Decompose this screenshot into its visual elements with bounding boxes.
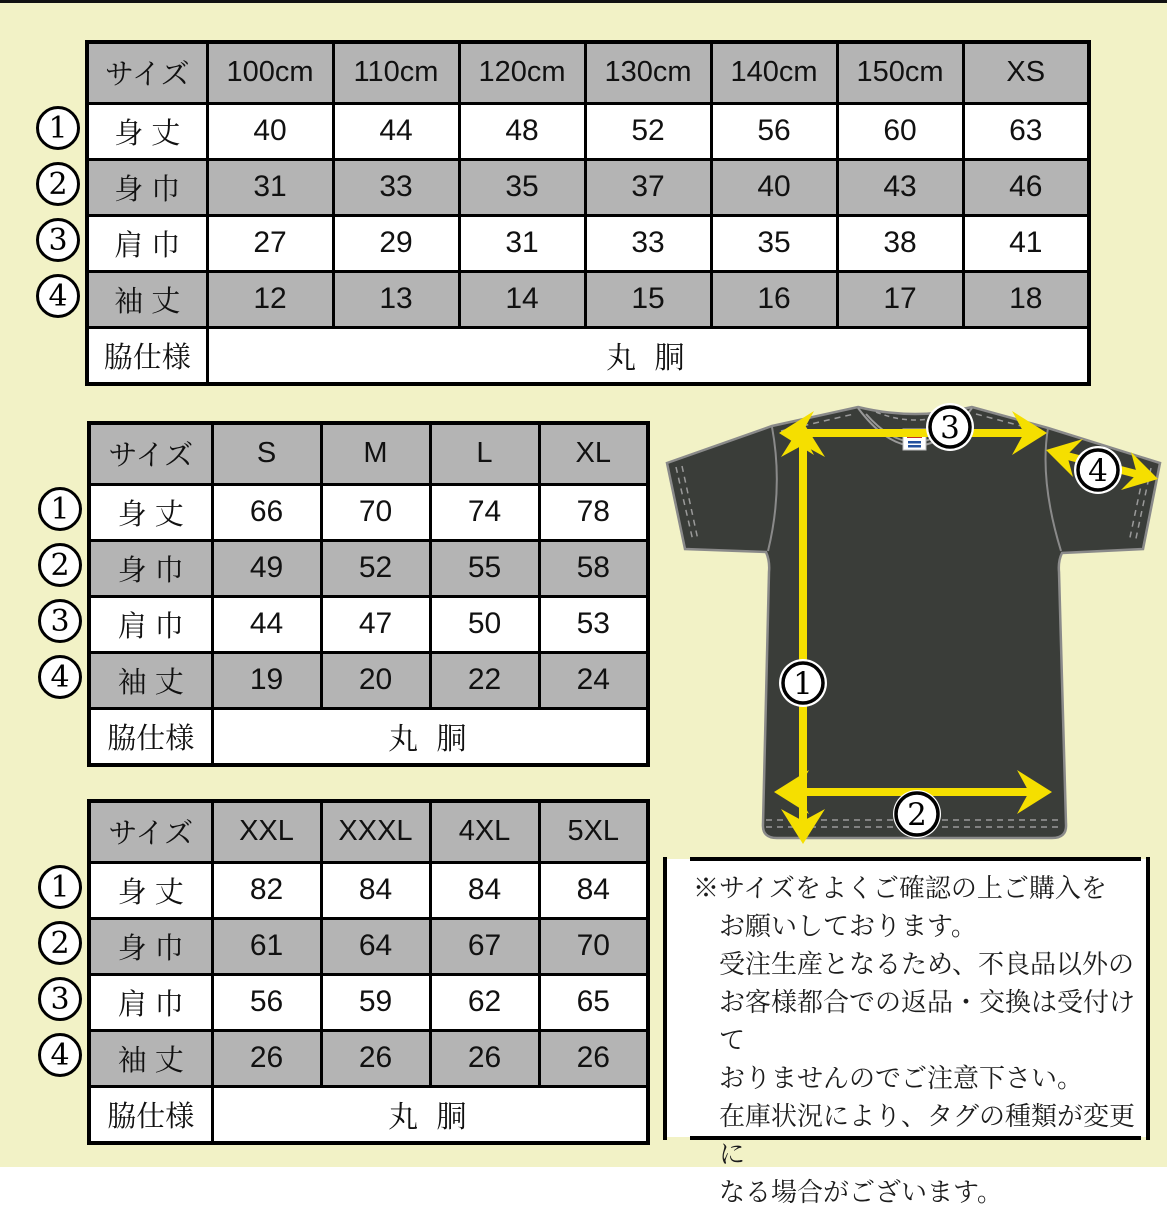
value-cell: 35 [459,159,585,215]
header-cell: 5XL [539,801,648,862]
value-cell: 64 [321,918,430,974]
measure-2-digit: 2 [50,547,70,583]
footer-row [89,708,648,765]
value-cell: 50 [430,596,539,652]
footer-value: 丸 胴 [212,1086,648,1143]
row-label: 身 丈 [89,484,212,540]
footer-row [89,1086,648,1143]
measure-3-badge [38,599,82,643]
value-cell: 33 [585,215,711,271]
measure-3-digit: 3 [50,981,70,1017]
value-cell: 33 [333,159,459,215]
value-cell: 84 [539,862,648,918]
value-cell: 53 [539,596,648,652]
value-cell: 61 [212,918,321,974]
value-cell: 52 [585,103,711,159]
header-cell: サイズ [87,42,207,103]
value-cell: 41 [963,215,1089,271]
value-cell: 84 [430,862,539,918]
measure-1-digit: 1 [50,869,70,905]
value-cell: 56 [212,974,321,1030]
footer-value: 丸 胴 [212,708,648,765]
value-cell: 66 [212,484,321,540]
value-cell: 48 [459,103,585,159]
kids-size-table [85,40,1090,383]
value-cell: 16 [711,271,837,327]
value-cell: 31 [207,159,333,215]
value-cell: 49 [212,540,321,596]
table-row [89,862,648,918]
measure-4-badge [36,274,80,318]
header-cell: XXXL [321,801,430,862]
header-cell: M [321,423,430,484]
notice-line: おりませんのでご注意下さい。 [719,1063,1084,1093]
value-cell: 58 [539,540,648,596]
header-cell: L [430,423,539,484]
value-cell: 35 [711,215,837,271]
measure-4-digit: 4 [50,1037,70,1073]
table-row [87,103,1089,159]
svg-text:1: 1 [793,666,813,702]
row-label: 脇仕様 [87,327,207,384]
table-row [89,596,648,652]
header-cell: 150cm [837,42,963,103]
value-cell: 19 [212,652,321,708]
measure-3-badge [38,977,82,1021]
header-cell: 130cm [585,42,711,103]
value-cell: 27 [207,215,333,271]
value-cell: 65 [539,974,648,1030]
header-cell: サイズ [89,801,212,862]
table-row [89,918,648,974]
row-label: 身 巾 [89,540,212,596]
row-label: 袖 丈 [89,652,212,708]
header-cell: 120cm [459,42,585,103]
row-label: 脇仕様 [89,1086,212,1143]
notice-line: ※サイズをよくご確認の上ご購入を [693,873,1107,903]
table-row [89,1030,648,1086]
measure-4-badge [38,655,82,699]
svg-text:2: 2 [907,797,927,833]
measure-3-digit: 3 [50,603,70,639]
value-cell: 43 [837,159,963,215]
value-cell: 38 [837,215,963,271]
size-table [85,40,1091,386]
value-cell: 18 [963,271,1089,327]
measure-1-digit: 1 [48,110,68,146]
table-row [87,159,1089,215]
big-size-table [87,799,648,1140]
row-label: 脇仕様 [89,708,212,765]
header-cell: 110cm [333,42,459,103]
row-label: 肩 巾 [87,215,207,271]
big-size-table-block [38,799,648,1140]
value-cell: 26 [212,1030,321,1086]
table-row [89,974,648,1030]
row-label: 身 丈 [87,103,207,159]
value-cell: 24 [539,652,648,708]
row-label: 肩 巾 [89,596,212,652]
adult-size-table-block [38,421,648,762]
value-cell: 26 [539,1030,648,1086]
adult-size-table [87,421,648,762]
measure-4-digit: 4 [50,659,70,695]
table-row [89,652,648,708]
value-cell: 26 [321,1030,430,1086]
measure-2-badge [38,543,82,587]
measure-4-badge [38,1033,82,1077]
value-cell: 26 [430,1030,539,1086]
header-cell: XS [963,42,1089,103]
purchase-notice-box [663,857,1150,1207]
size-table [87,421,650,767]
measure-1-badge [38,487,82,531]
notice-line: 受注生産となるため、不良品以外の [719,949,1134,979]
notice-border-top [690,857,1141,861]
value-cell: 20 [321,652,430,708]
value-cell: 29 [333,215,459,271]
header-cell: S [212,423,321,484]
value-cell: 56 [711,103,837,159]
svg-text:4: 4 [1088,453,1108,489]
value-cell: 13 [333,271,459,327]
table-header-row [87,42,1089,103]
footer-row [87,327,1089,384]
kids-size-table-block [36,40,1090,383]
table-header-row [89,423,648,484]
header-cell: サイズ [89,423,212,484]
tshirt-measure-diagram [650,398,1167,850]
measure-1-digit: 1 [50,491,70,527]
row-label: 肩 巾 [89,974,212,1030]
value-cell: 12 [207,271,333,327]
shirt-badge-2 [893,790,941,838]
shirt-badge-1 [779,659,827,707]
measure-4-digit: 4 [48,278,68,314]
measure-2-badge [38,921,82,965]
value-cell: 37 [585,159,711,215]
value-cell: 82 [212,862,321,918]
measure-3-badge [36,218,80,262]
value-cell: 84 [321,862,430,918]
value-cell: 78 [539,484,648,540]
value-cell: 74 [430,484,539,540]
measure-3-digit: 3 [48,222,68,258]
value-cell: 55 [430,540,539,596]
notice-line: お客様都合での返品・交換は受付けて [719,987,1136,1055]
value-cell: 63 [963,103,1089,159]
shirt-badge-4 [1074,446,1122,494]
value-cell: 31 [459,215,585,271]
top-border-line [0,0,1167,3]
table-row [89,484,648,540]
notice-text [693,869,1136,1211]
value-cell: 15 [585,271,711,327]
notice-border-left [663,857,667,1140]
value-cell: 70 [539,918,648,974]
row-label: 身 巾 [89,918,212,974]
notice-border-right [1146,857,1150,1140]
value-cell: 52 [321,540,430,596]
measure-1-badge [38,865,82,909]
header-cell: 100cm [207,42,333,103]
table-row [89,540,648,596]
table-row [87,271,1089,327]
value-cell: 67 [430,918,539,974]
measure-2-digit: 2 [50,925,70,961]
value-cell: 47 [321,596,430,652]
measure-2-digit: 2 [48,166,68,202]
table-row [87,215,1089,271]
value-cell: 22 [430,652,539,708]
value-cell: 40 [207,103,333,159]
table-header-row [89,801,648,862]
header-cell: XXL [212,801,321,862]
header-cell: 4XL [430,801,539,862]
value-cell: 40 [711,159,837,215]
footer-value: 丸 胴 [207,327,1089,384]
value-cell: 44 [212,596,321,652]
row-label: 袖 丈 [87,271,207,327]
header-cell: 140cm [711,42,837,103]
header-cell: XL [539,423,648,484]
value-cell: 14 [459,271,585,327]
size-table [87,799,650,1145]
measure-2-badge [36,162,80,206]
value-cell: 70 [321,484,430,540]
value-cell: 59 [321,974,430,1030]
value-cell: 62 [430,974,539,1030]
row-label: 身 丈 [89,862,212,918]
value-cell: 60 [837,103,963,159]
value-cell: 46 [963,159,1089,215]
notice-line: 在庫状況により、タグの種類が変更に [719,1101,1136,1169]
row-label: 袖 丈 [89,1030,212,1086]
notice-line: なる場合がございます。 [719,1177,1003,1207]
shirt-badge-3 [926,403,974,451]
svg-text:3: 3 [940,410,960,446]
measure-1-badge [36,106,80,150]
notice-line: お願いしております。 [719,911,977,941]
value-cell: 17 [837,271,963,327]
row-label: 身 巾 [87,159,207,215]
value-cell: 44 [333,103,459,159]
